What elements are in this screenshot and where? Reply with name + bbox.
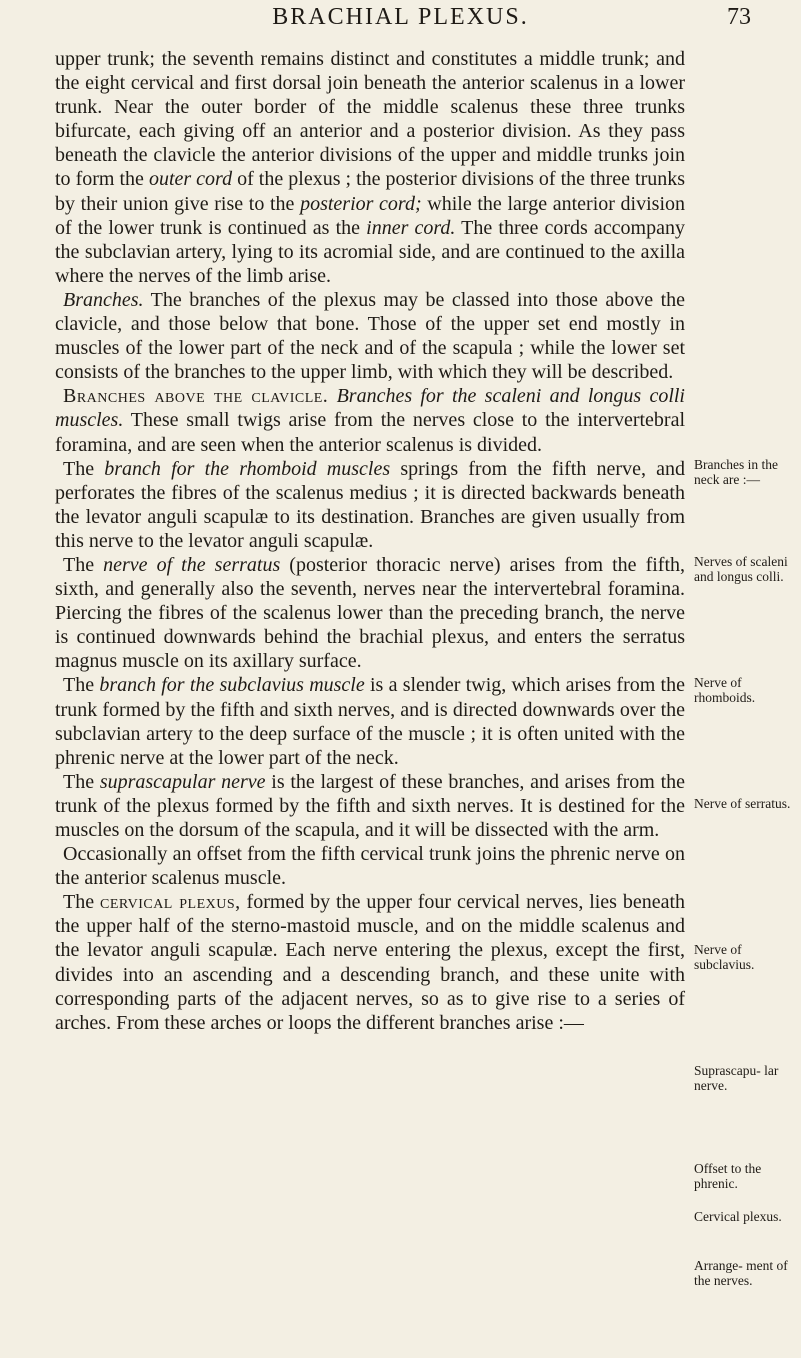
margin-note: Cervical plexus.	[694, 1209, 782, 1224]
margin-note: Offset to the phrenic.	[694, 1161, 762, 1191]
margin-note: Arrange- ment of the nerves.	[694, 1258, 788, 1288]
page-header	[0, 4, 801, 40]
margin-note: Nerve of rhomboids.	[694, 675, 756, 705]
page-number: 73	[727, 4, 751, 30]
body-text	[55, 47, 685, 1035]
paragraph: Occasionally an offset from the fifth cervical trunk joins the phrenic nerve on the anterior scalenus muscle.	[55, 843, 685, 890]
paragraph: The branch for the rhomboid muscles springs from the fifth nerve, and perforates the fibres of the scalenus medius ; it is directed backwards beneath the levator anguli scapulæ to its destination. Branches are given usually from this nerve to the levator anguli scapulæ.	[55, 457, 685, 552]
paragraph: upper trunk; the seventh remains distinct and constitutes a middle trunk; and the eight cervical and first dorsal join beneath the anterior scalenus in a lower trunk. Near the outer border of the middle scalenus these three trunks bifurcate, each giving off an anterior and a posterior division. As they pass beneath the clavicle the anterior divisions of the upper and middle trunks join to form the outer cord of the plexus ; the posterior divisions of the three trunks by their union give rise to the posterior cord; while the large anterior division of the lower trunk is continued as the inner cord. The three cords accompany the subclavian artery, lying to its acromial side, and are continued to the axilla where the nerves of the limb arise.	[55, 48, 686, 287]
paragraph: The nerve of the serratus (posterior thoracic nerve) arises from the fifth, sixth, and generally also the seventh, nerves near the intervertebral foramina. Piercing the fibres of the scalenus lower than the preceding branch, the nerve is continued downwards behind the brachial plexus, and enters the serratus magnus muscle on its axillary surface.	[55, 553, 686, 673]
running-head: BRACHIAL PLEXUS.	[272, 4, 529, 30]
margin-note: Nerves of scaleni and longus colli.	[694, 554, 788, 584]
margin-note: Branches in the neck are :—	[694, 457, 778, 487]
margin-note: Nerve of serratus.	[694, 796, 791, 811]
margin-note: Nerve of subclavius.	[694, 942, 755, 972]
paragraph: Branches. The branches of the plexus may be classed into those above the clavicle, and those below that bone. Those of the upper set end mostly in muscles of the lower part of the neck and of the scapula ; while the lower set consists of the branches to the upper limb, with which they will be described.	[55, 288, 686, 384]
margin-note: Suprascapu- lar nerve.	[694, 1063, 779, 1093]
paragraph: Branches above the clavicle. Branches for the scaleni and longus colli muscles. These small twigs arise from the nerves close to the intervertebral foramina, and are seen when the anterior scalenus is divided.	[55, 385, 686, 456]
paragraph: The cervical plexus, formed by the upper four cervical nerves, lies beneath the upper half of the sterno-mastoid muscle, and on the middle scalenus and the levator anguli scapulæ. Each nerve entering the plexus, except the first, divides into an ascending and a descending branch, and these unite with corresponding parts of the adjacent nerves, so as to give rise to a series of arches. From these arches or loops the different branches arise :—	[55, 891, 686, 1034]
paragraph: The branch for the subclavius muscle is a slender twig, which arises from the trunk formed by the fifth and sixth nerves, and is directed downwards over the subclavian artery to the deep surface of the muscle ; it is often united with the phrenic nerve at the lower part of the neck.	[55, 674, 685, 769]
paragraph: The suprascapular nerve is the largest of these branches, and arises from the trunk of the plexus formed by the fifth and sixth nerves. It is destined for the muscles on the dorsum of the scapula, and it will be dissected with the arm.	[55, 770, 686, 841]
